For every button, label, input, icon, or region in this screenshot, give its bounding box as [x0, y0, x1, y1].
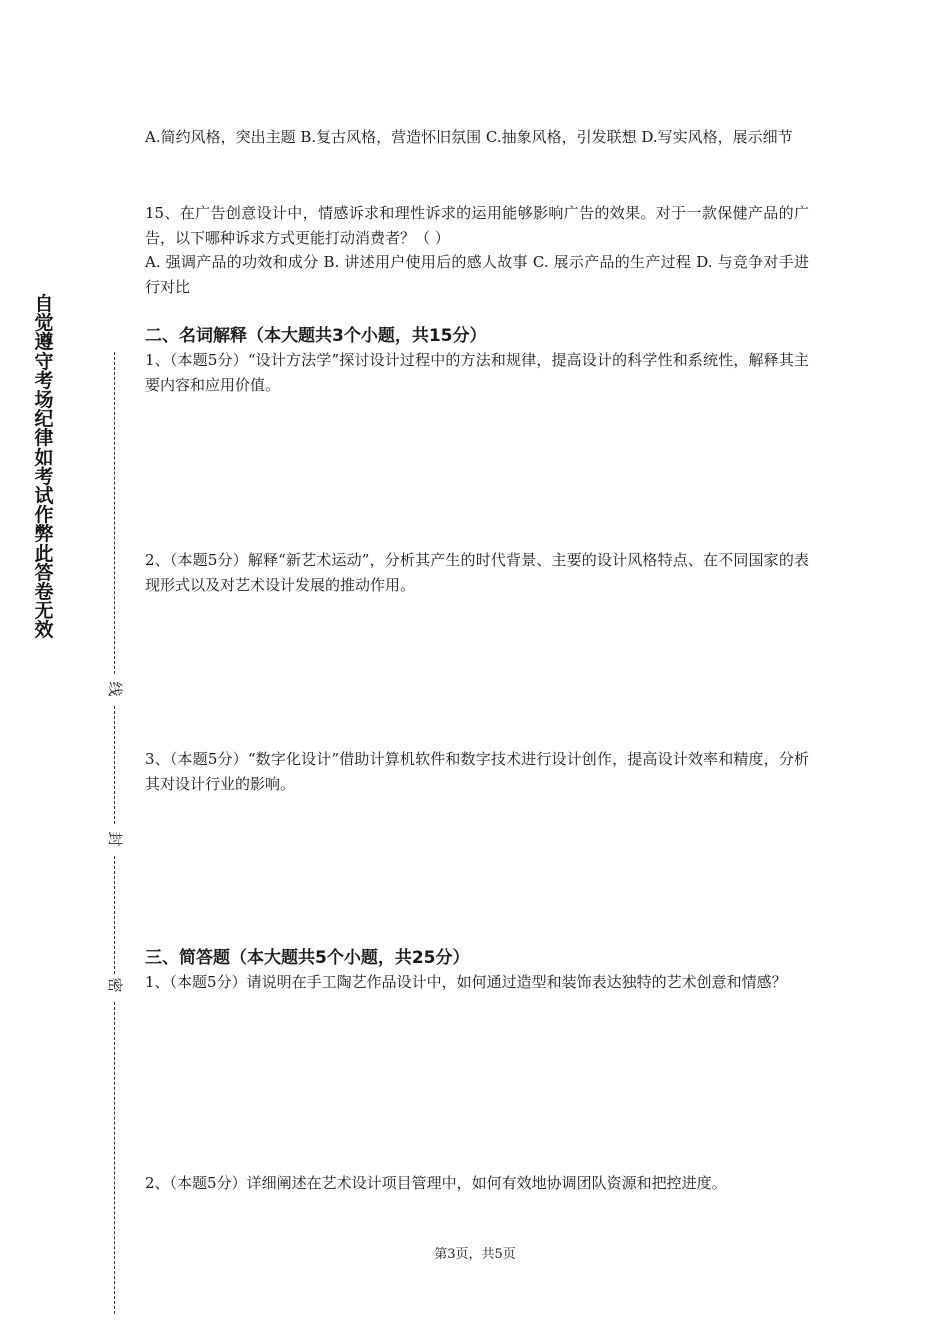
page-number: 第3页，共5页: [434, 1247, 516, 1262]
section3-question-2: 2、（本题5分）详细阐述在艺术设计项目管理中，如何有效地协调团队资源和把控进度。: [145, 1174, 727, 1192]
section3-title: 三、简答题（本大题共5个小题，共25分）: [145, 948, 470, 968]
section2-title: 二、名词解释（本大题共3个小题，共15分）: [145, 326, 487, 346]
binding-mark-feng: 封: [106, 831, 124, 847]
binding-dashed-line: [114, 352, 115, 674]
q14-options: A.简约风格，突出主题 B.复古风格，营造怀旧氛围 C.抽象风格，引发联想 D.写实风格，展示细节: [145, 128, 793, 146]
q15-options: A. 强调产品的功效和成分 B. 讲述用户使用后的感人故事 C. 展示产品的生产过程 D. 与竞争对手进行对比: [145, 253, 809, 296]
binding-mark-mi: 密: [106, 977, 124, 993]
binding-dashed-line: [114, 1002, 115, 1314]
binding-dashed-line: [114, 856, 115, 974]
binding-warning: 自觉遵守考场纪律如考试作弊此答卷无效: [34, 293, 54, 642]
q15-stem: 15、在广告创意设计中，情感诉求和理性诉求的运用能够影响广告的效果。对于一款保健产品的广告，以下哪种诉求方式更能打动消费者？（ ）: [145, 204, 809, 247]
section2-question-2: 2、（本题5分）解释“新艺术运动”，分析其产生的时代背景、主要的设计风格特点、在不同国家的表现形式以及对艺术设计发展的推动作用。: [145, 551, 809, 594]
section2-question-1: 1、（本题5分）“设计方法学”探讨设计过程中的方法和规律，提高设计的科学性和系统性，解释其主要内容和应用价值。: [145, 351, 809, 394]
section2-question-3: 3、（本题5分）“数字化设计”借助计算机软件和数字技术进行设计创作，提高设计效率和精度，分析其对设计行业的影响。: [145, 750, 809, 793]
binding-mark-xian: 线: [106, 681, 124, 697]
binding-dashed-line: [114, 706, 115, 824]
section3-question-1: 1、（本题5分）请说明在手工陶艺作品设计中，如何通过造型和装饰表达独特的艺术创意和情感？: [145, 973, 787, 991]
